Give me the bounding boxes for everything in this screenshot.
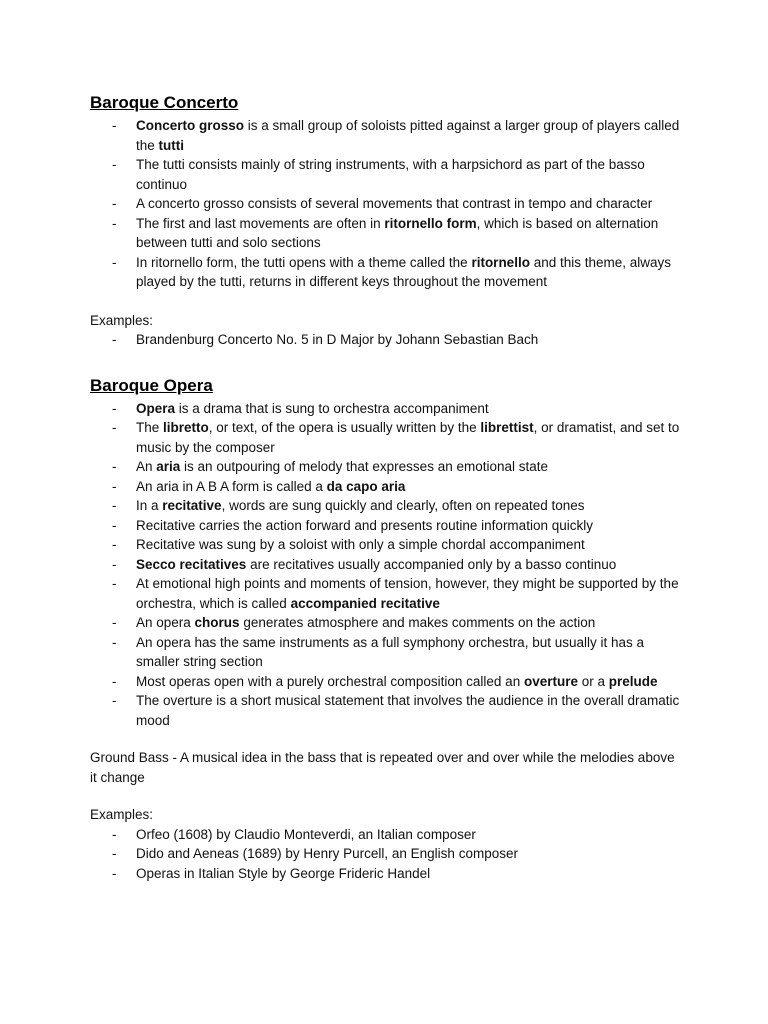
bullet-dash: - (112, 673, 117, 689)
bullet-dash: - (112, 157, 117, 172)
list-item (90, 672, 685, 692)
ground-bass-definition: Ground Bass - A musical idea in the bass that is repeated over and over while the melodies above it change (90, 750, 675, 785)
list-item (90, 633, 685, 672)
list-item (90, 194, 685, 214)
bullet-dash: - (112, 693, 117, 708)
example-item (90, 844, 685, 864)
bold-term: Secco recitatives (136, 556, 247, 572)
bullet-dash: - (112, 615, 117, 630)
list-item-text: is an outpouring of melody that expresses an emotional state (180, 459, 549, 474)
list-item-text: is a small group of soloists pitted against a larger group of players called the (136, 118, 680, 153)
bullet-dash: - (112, 634, 117, 650)
list-item (90, 155, 685, 194)
list-item (90, 516, 685, 536)
bullet-dash: - (112, 254, 117, 270)
bullet-dash: - (112, 400, 117, 416)
bold-term: ritornello (471, 254, 530, 270)
list-item (90, 535, 685, 555)
list-item (90, 613, 685, 633)
list-item (90, 399, 685, 419)
list-item-text: , words are sung quickly and clearly, often on repeated tones (221, 498, 585, 513)
list-item-text: and this theme, always played by the tutti, returns in different keys throughout the movement (136, 254, 672, 289)
bullet-dash: - (112, 459, 117, 474)
list-item-text: generates atmosphere and makes comments on the action (239, 615, 596, 630)
bullet-dash: - (112, 215, 117, 231)
bullet-dash: - (112, 478, 117, 494)
list-item (90, 253, 685, 292)
example-item-text: Operas in Italian Style by George Frideric Handel (136, 865, 431, 881)
bullet-dash: - (112, 537, 117, 552)
list-item-text: The (136, 420, 164, 435)
bullet-dash: - (112, 576, 117, 591)
bold-term: ritornello form (384, 215, 477, 231)
list-item-text: In a (136, 498, 163, 513)
list-item-text: is a drama that is sung to orchestra accompaniment (175, 400, 489, 416)
concerto-examples-label: Examples: (90, 312, 154, 328)
list-item-text: A concerto grosso consists of several movements that contrast in tempo and character (136, 196, 653, 211)
list-item (90, 418, 685, 457)
bold-term: da capo aria (326, 478, 406, 494)
bold-term: accompanied recitative (290, 595, 440, 611)
bullet-dash: - (112, 118, 117, 133)
bullet-dash: - (112, 498, 117, 513)
list-item-text: are recitatives usually accompanied only by a basso continuo (246, 556, 617, 572)
list-item (90, 555, 685, 575)
bold-term: libretto (163, 420, 209, 435)
example-item-text: Orfeo (1608) by Claudio Monteverdi, an Italian composer (136, 826, 476, 842)
bold-term: prelude (608, 673, 658, 689)
list-item (90, 457, 685, 477)
list-item (90, 116, 685, 155)
list-item (90, 477, 685, 497)
list-item-text: , or text, of the opera is usually written by the (208, 420, 481, 435)
bullet-dash: - (112, 420, 117, 435)
list-item-text: Recitative carries the action forward and presents routine information quickly (136, 517, 593, 533)
list-item-text: At emotional high points and moments of tension, however, they might be supported by the orchestra, which is called (136, 576, 679, 611)
list-item-text: Most operas open with a purely orchestral composition called an (136, 673, 524, 689)
list-item-text: The overture is a short musical statement that involves the audience in the overall dramatic mood (136, 693, 680, 728)
list-item-text: , or dramatist, and set to music by the composer (136, 420, 680, 455)
concerto-heading: Baroque Concerto (90, 93, 239, 112)
document-content (90, 92, 685, 883)
bold-term: librettist (480, 420, 534, 435)
bullet-dash: - (112, 846, 117, 861)
bold-term: recitative (162, 498, 222, 513)
bullet-dash: - (112, 517, 117, 533)
opera-heading: Baroque Opera (90, 375, 213, 395)
bold-term: Opera (136, 400, 176, 416)
example-item-text: Dido and Aeneas (1689) by Henry Purcell, an English composer (136, 846, 518, 861)
bold-term: Concerto grosso (136, 118, 245, 133)
list-item-text: Recitative was sung by a soloist with only a simple chordal accompaniment (136, 537, 585, 552)
list-item (90, 691, 685, 730)
opera-bullet-list (90, 399, 685, 731)
list-item-text: The tutti consists mainly of string instruments, with a harpsichord as part of the basso continuo (136, 157, 645, 192)
example-item (90, 330, 685, 350)
concerto-bullet-list (90, 116, 685, 292)
example-item (90, 864, 685, 884)
bullet-dash: - (112, 865, 117, 881)
example-item (90, 825, 685, 845)
list-item-text: An opera (136, 615, 195, 630)
list-item (90, 214, 685, 253)
bold-term: tutti (158, 137, 185, 153)
list-item-text: An (136, 459, 157, 474)
list-item (90, 496, 685, 516)
example-item-text: Brandenburg Concerto No. 5 in D Major by Johann Sebastian Bach (136, 332, 539, 347)
bold-term: aria (156, 459, 181, 474)
bullet-dash: - (112, 826, 117, 842)
list-item (90, 574, 685, 613)
opera-examples-list (90, 825, 685, 884)
concerto-examples-list (90, 330, 685, 350)
list-item-text: or a (578, 673, 609, 689)
list-item-text: , which is based on alternation between tutti and solo sections (136, 215, 659, 250)
bullet-dash: - (112, 556, 117, 572)
list-item-text: An opera has the same instruments as a full symphony orchestra, but usually it has a smaller string section (136, 634, 645, 669)
bullet-dash: - (112, 196, 117, 211)
bullet-dash: - (112, 332, 117, 347)
list-item-text: In ritornello form, the tutti opens with a theme called the (136, 254, 472, 270)
opera-examples-label: Examples: (90, 807, 154, 822)
bold-term: chorus (194, 615, 240, 630)
list-item-text: An aria in A B A form is called a (136, 478, 327, 494)
bold-term: overture (523, 673, 578, 689)
list-item-text: The first and last movements are often in (136, 215, 385, 231)
